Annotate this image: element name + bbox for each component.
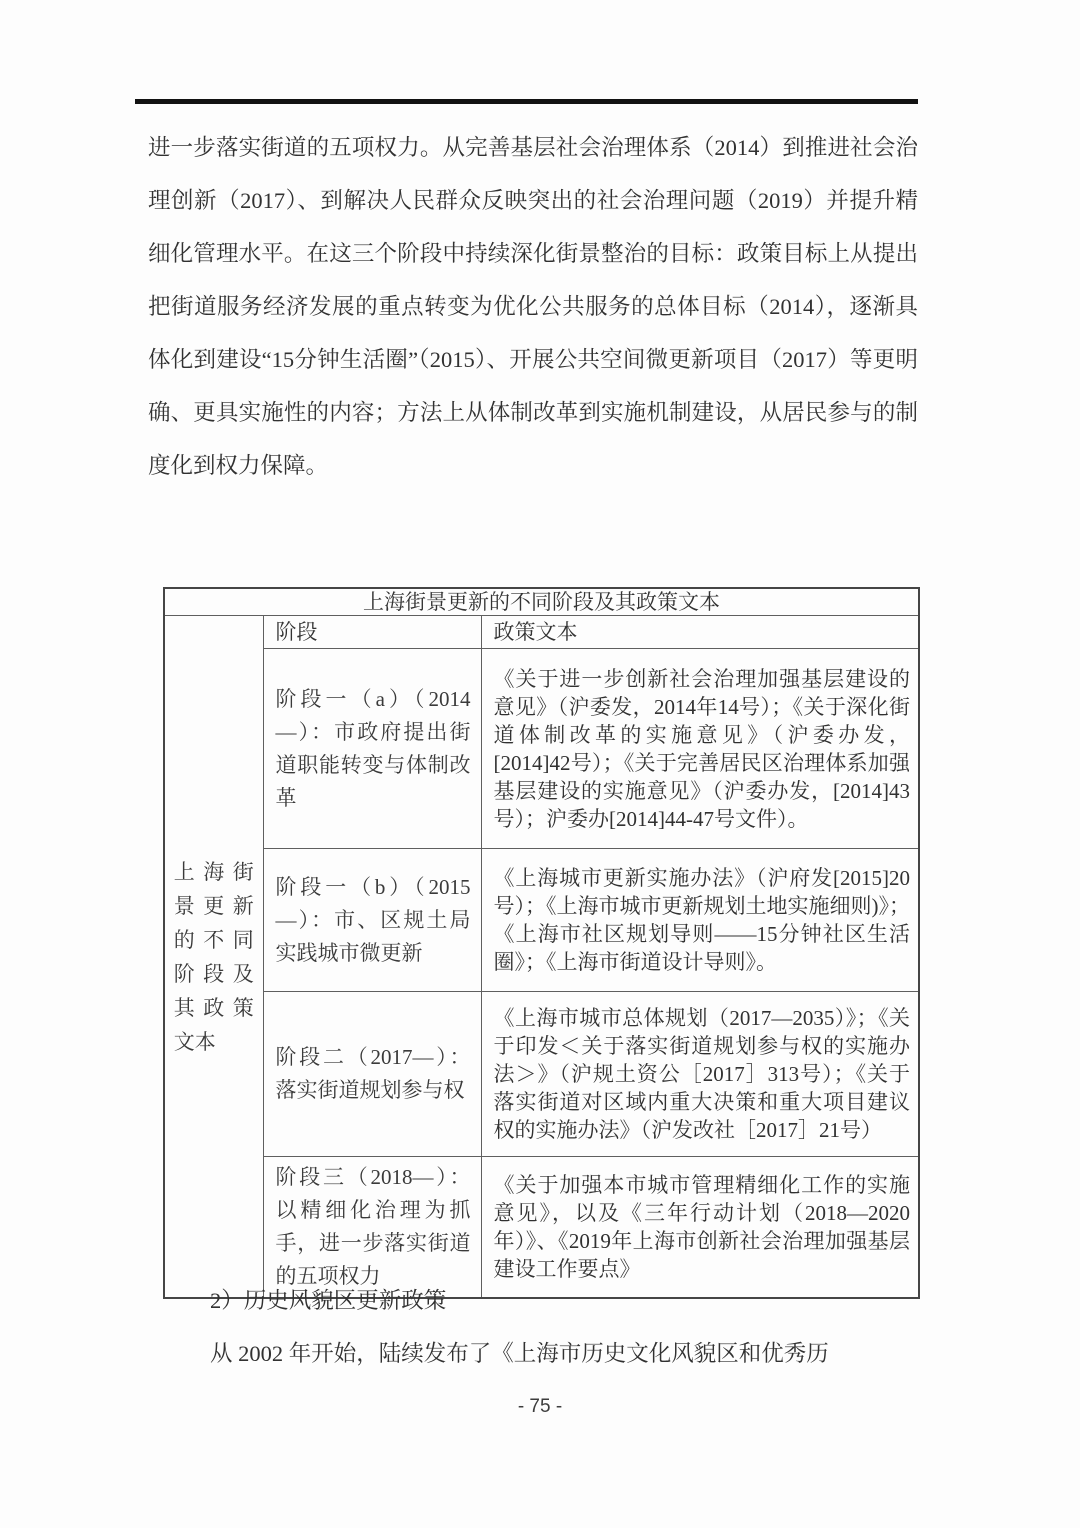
policy-cell: 《上海城市更新实施办法》（沪府发[2015]20号）；《上海市城市更新规划土地实施细则)》；《上海市社区规划导则——15分钟社区生活圈》；《上海市街道设计导则》。 <box>481 849 919 992</box>
stage-cell: 阶段二（2017—）：落实街道规划参与权 <box>263 992 481 1157</box>
policy-cell: 《关于加强本市城市管理精细化工作的实施意见》，以及《三年行动计划（2018—2020年）》、《2019年上海市创新社会治理加强基层建设工作要点》 <box>481 1157 919 1299</box>
column-header-stage: 阶段 <box>263 616 481 649</box>
column-header-policy: 政策文本 <box>481 616 919 649</box>
stage-cell: 阶段一（b）（2015—）：市、区规土局实践城市微更新 <box>263 849 481 992</box>
table-title: 上海街景更新的不同阶段及其政策文本 <box>164 588 919 616</box>
table-title-row <box>164 588 919 616</box>
bottom-section <box>148 1274 918 1380</box>
table-row-header <box>164 616 263 1299</box>
policy-cell: 《关于进一步创新社会治理加强基层建设的意见》（沪委发，2014年14号）；《关于深化街道体制改革的实施意见》（沪委办发，[2014]42号）；《关于完善居民区治理体系加强基层建设的实施意见》（沪委办发，[2014]43号）；沪委办[2014]44-47号文件）。 <box>481 649 919 849</box>
stage-cell: 阶段一（a）（2014—）：市政府提出街道职能转变与体制改革 <box>263 649 481 849</box>
policy-cell: 《上海市城市总体规划（2017—2035）》；《关于印发＜关于落实街道规划参与权的实施办法＞》（沪规土资公［2017］313号）；《关于落实街道对区域内重大决策和重大项目建议权的实施办法》（沪发改社［2017］21号） <box>481 992 919 1157</box>
stage-cell: 阶段三（2018—）：以精细化治理为抓手，进一步落实街道的五项权力 <box>263 1157 481 1299</box>
table-row-header-label: 上海街景更新的不同阶段及其政策文本 <box>173 859 254 1054</box>
policy-table <box>163 587 920 1299</box>
table-row <box>164 649 919 849</box>
table-row <box>164 992 919 1157</box>
body-paragraph: 进一步落实街道的五项权力。从完善基层社会治理体系（2014）到推进社会治理创新（2017）、到解决人民群众反映突出的社会治理问题（2019）并提升精细化管理水平。在这三个阶段中持续深化街景整治的目标：政策目标上从提出把街道服务经济发展的重点转变为优化公共服务的总体目标（2014），逐渐具体化到建设“15分钟生活圈”（2015）、开展公共空间微更新项目（2017）等更明确、更具实施性的内容；方法上从体制改革到实施机制建设，从居民参与的制度化到权力保障。 <box>148 135 918 478</box>
body-paragraph-2: 从 2002 年开始，陆续发布了《上海市历史文化风貌区和优秀历 <box>210 1341 829 1366</box>
table-header-row <box>164 616 919 649</box>
page-number: - 75 - <box>517 1396 563 1417</box>
section-heading: 2）历史风貌区更新政策 <box>210 1288 447 1313</box>
table-row <box>164 849 919 992</box>
header-rule <box>135 99 918 104</box>
